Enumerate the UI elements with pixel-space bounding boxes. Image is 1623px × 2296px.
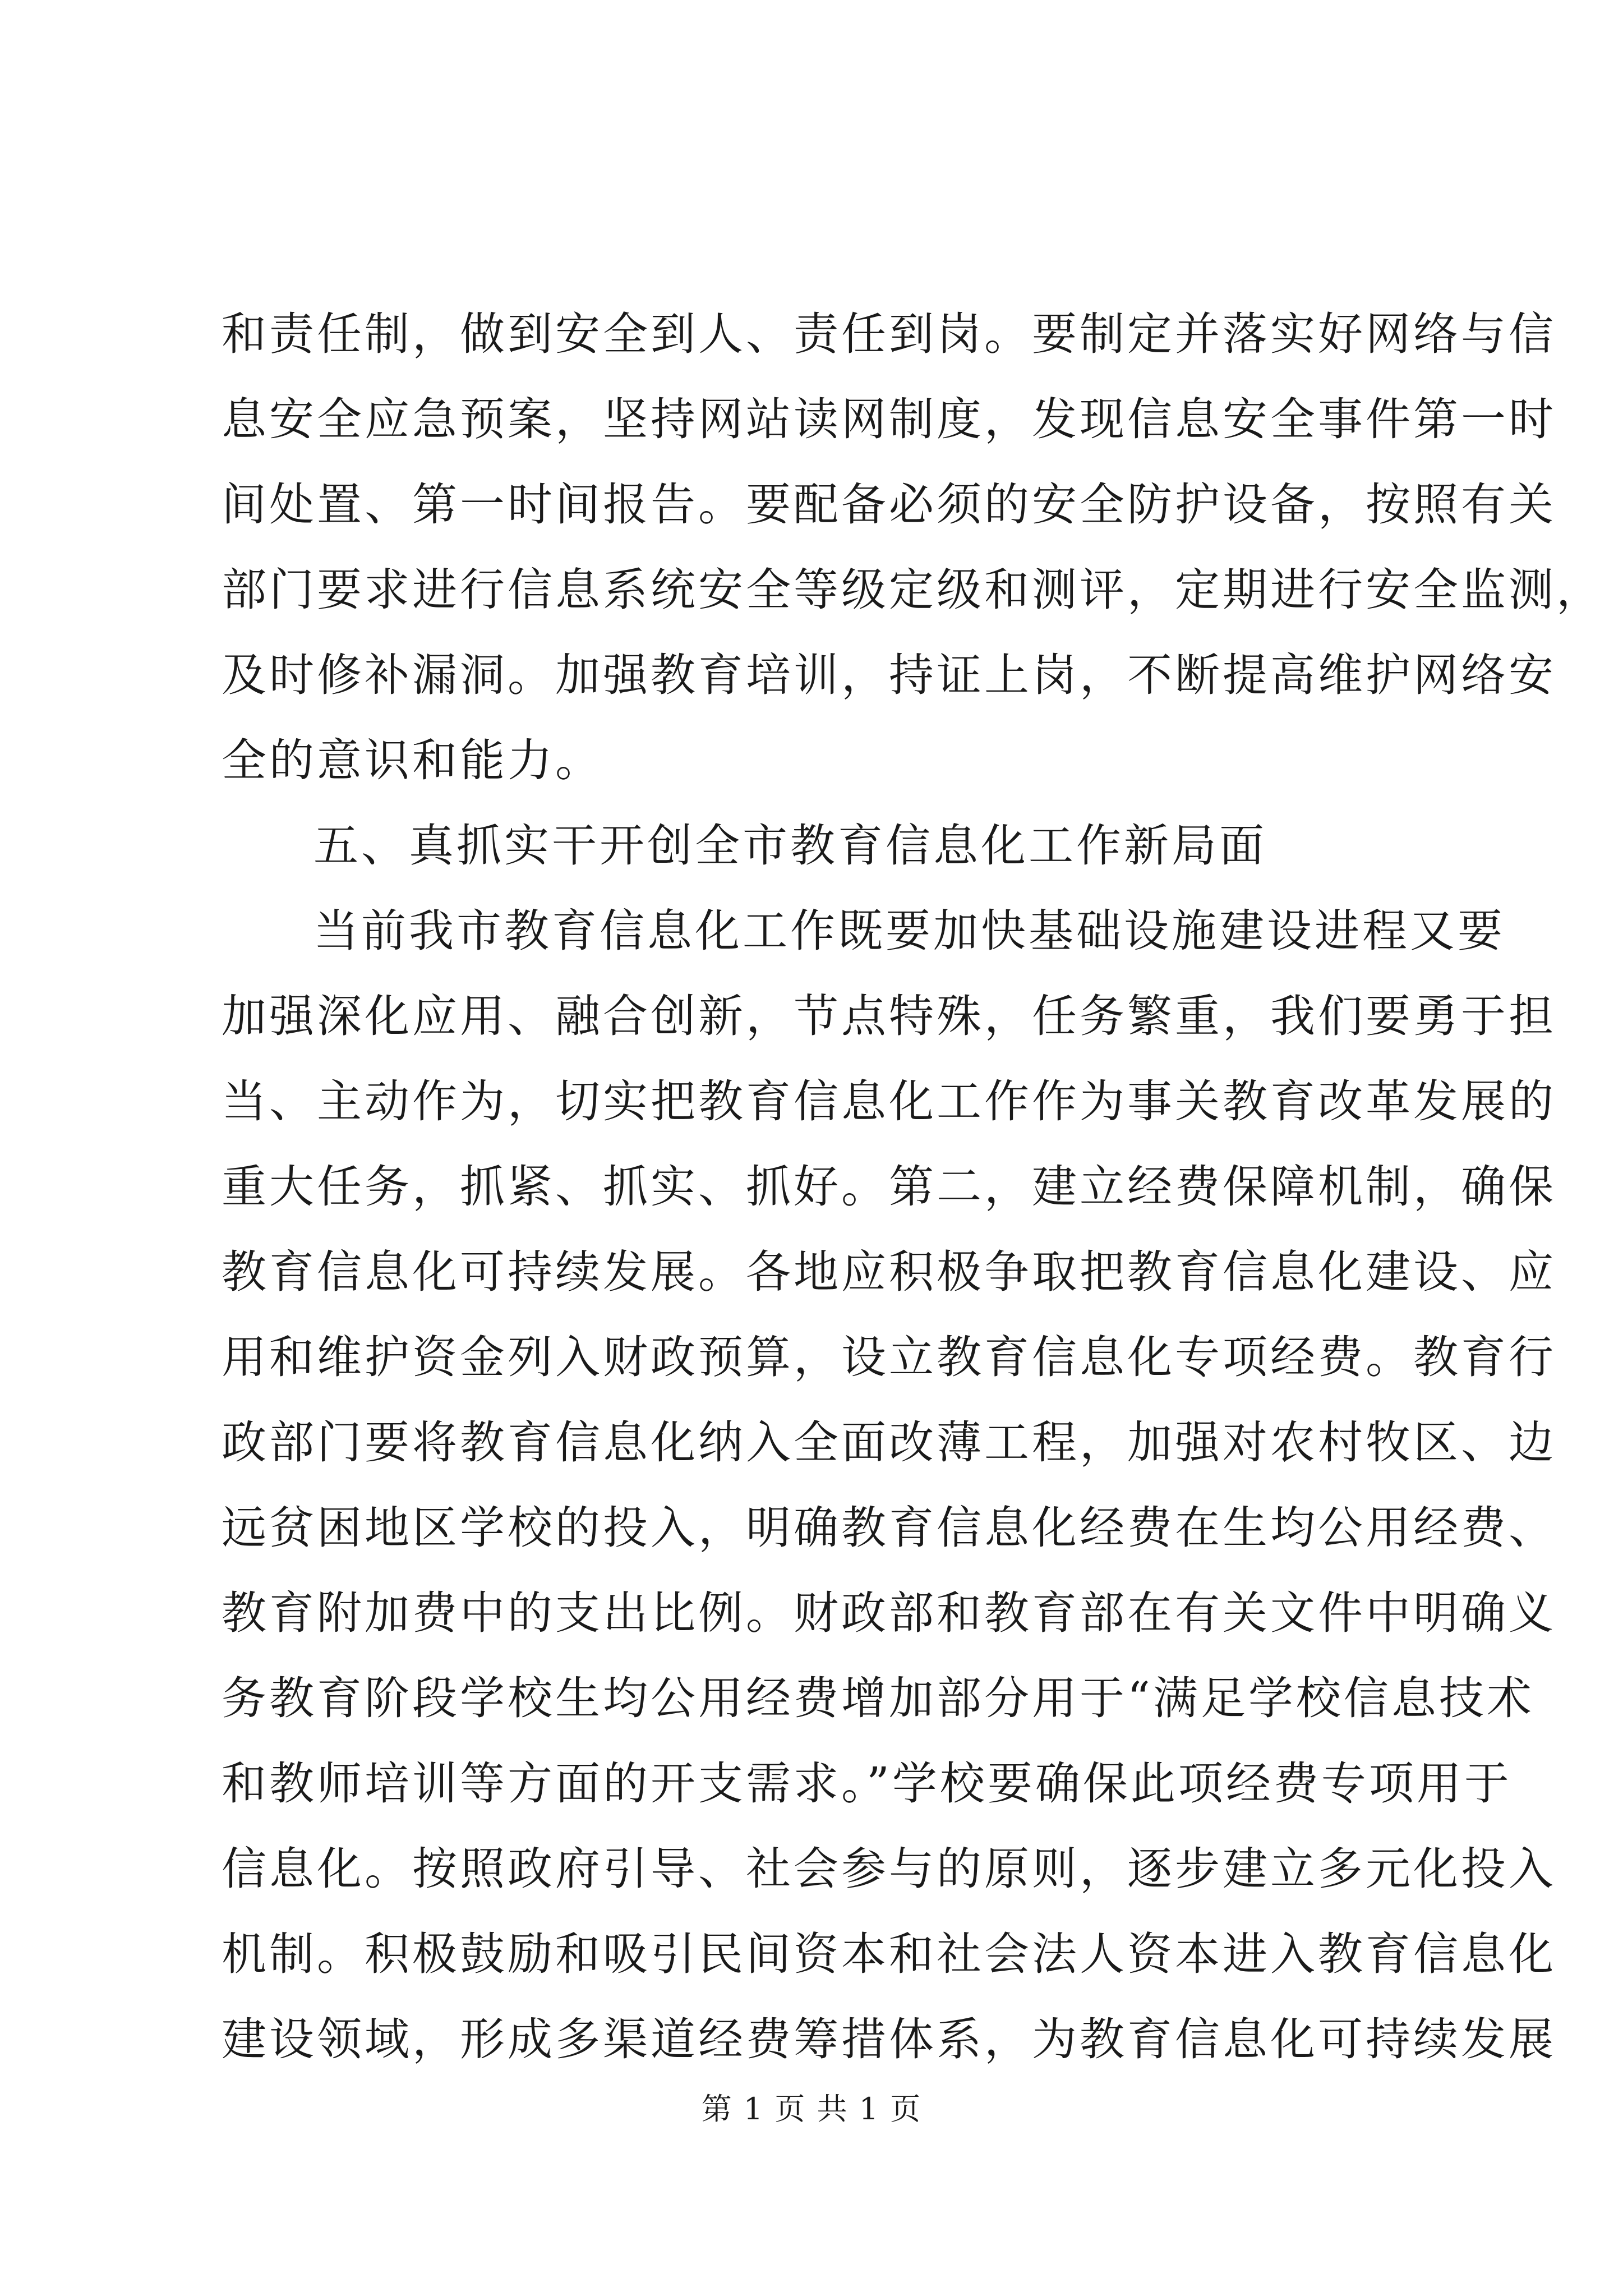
text-line: 息安全应急预案，坚持网站读网制度，发现信息安全事件第一时 xyxy=(222,393,1556,445)
text-line: 间处置、第一时间报告。要配备必须的安全防护设备，按照有关 xyxy=(222,478,1556,531)
text-line: 和教师培训等方面的开支需求。”学校要确保此项经费专项用于 xyxy=(222,1757,1512,1810)
text-line: 加强深化应用、融合创新，节点特殊，任务繁重，我们要勇于担 xyxy=(222,990,1556,1042)
text-line: 部门要求进行信息系统安全等级定级和测评，定期进行安全监测， xyxy=(222,564,1604,616)
text-line: 和责任制，做到安全到人、责任到岗。要制定并落实好网络与信 xyxy=(222,308,1556,360)
text-line: 教育附加费中的支出比例。财政部和教育部在有关文件中明确义 xyxy=(222,1587,1556,1639)
page-number: 第 1 页 共 1 页 xyxy=(701,2091,922,2127)
text-line: 重大任务，抓紧、抓实、抓好。第二，建立经费保障机制，确保 xyxy=(222,1161,1556,1213)
text-line: 政部门要将教育信息化纳入全面改薄工程，加强对农村牧区、边 xyxy=(222,1416,1556,1469)
text-line: 当、主动作为，切实把教育信息化工作作为事关教育改革发展的 xyxy=(222,1075,1556,1128)
text-line: 教育信息化可持续发展。各地应积极争取把教育信息化建设、应 xyxy=(222,1246,1556,1298)
text-line: 机制。积极鼓励和吸引民间资本和社会法人资本进入教育信息化 xyxy=(222,1928,1556,1980)
section-heading: 五、真抓实干开创全市教育信息化工作新局面 xyxy=(313,820,1267,872)
text-line: 务教育阶段学校生均公用经费增加部分用于“满足学校信息技术 xyxy=(222,1672,1534,1724)
text-line: 用和维护资金列入财政预算，设立教育信息化专项经费。教育行 xyxy=(222,1331,1556,1383)
page-footer xyxy=(0,2090,1623,2129)
paragraph-first-line: 当前我市教育信息化工作既要加快基础设施建设进程又要 xyxy=(313,905,1505,957)
text-line: 建设领域，形成多渠道经费筹措体系，为教育信息化可持续发展 xyxy=(222,2013,1556,2065)
text-line: 远贫困地区学校的投入，明确教育信息化经费在生均公用经费、 xyxy=(222,1502,1556,1554)
text-line: 及时修补漏洞。加强教育培训，持证上岗，不断提高维护网络安 xyxy=(222,649,1556,701)
text-line: 信息化。按照政府引导、社会参与的原则，逐步建立多元化投入 xyxy=(222,1843,1556,1895)
text-line: 全的意识和能力。 xyxy=(222,734,603,786)
document-body xyxy=(222,292,1604,2082)
